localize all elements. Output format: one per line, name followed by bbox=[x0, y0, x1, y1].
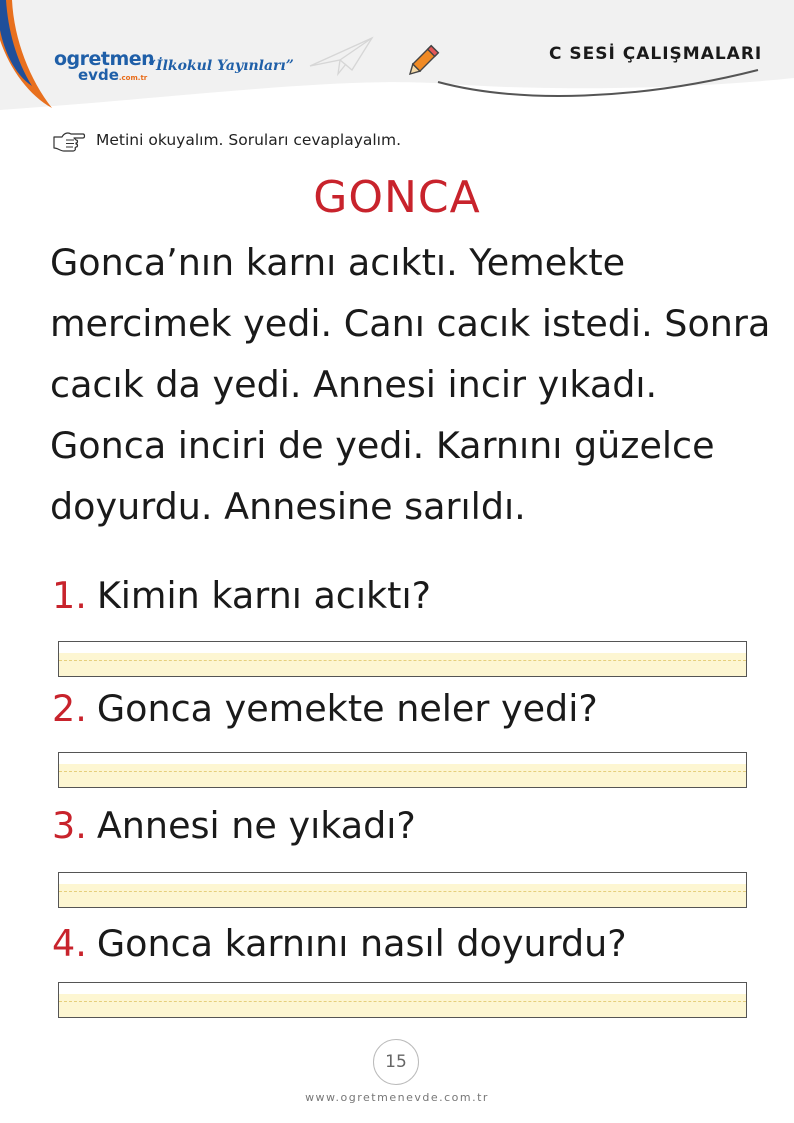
story-text bbox=[50, 232, 771, 537]
story-line: doyurdu. Annesine sarıldı. bbox=[50, 485, 526, 528]
logo-domain: .com.tr bbox=[118, 74, 148, 82]
story-line: mercimek yedi. Canı cacık istedi. Sonra bbox=[50, 302, 771, 345]
question-text: Gonca yemekte neler yedi? bbox=[96, 687, 598, 730]
answer-field-2[interactable] bbox=[58, 752, 747, 788]
logo-main-text: ogretmen bbox=[54, 48, 155, 70]
answer-field-4[interactable] bbox=[58, 982, 747, 1018]
answer-guide-line bbox=[59, 1001, 746, 1002]
question-number: 1. bbox=[52, 574, 87, 617]
question-number: 3. bbox=[52, 804, 87, 847]
page-number: 15 bbox=[373, 1039, 419, 1085]
section-title: C SESİ ÇALIŞMALARI bbox=[549, 44, 763, 64]
instruction-text: Metini okuyalım. Soruları cevaplayalım. bbox=[96, 131, 402, 149]
answer-field-3[interactable] bbox=[58, 872, 747, 908]
question-number: 4. bbox=[52, 922, 87, 965]
instruction bbox=[52, 127, 401, 153]
logo-sub-text bbox=[78, 66, 147, 84]
question-text: Kimin karnı acıktı? bbox=[96, 574, 431, 617]
answer-guide-line bbox=[59, 660, 746, 661]
logo-sub-word: evde bbox=[78, 66, 119, 84]
website-url: www.ogretmenevde.com.tr bbox=[305, 1091, 489, 1104]
answer-fill bbox=[59, 653, 746, 676]
question-4 bbox=[52, 922, 627, 972]
page-header bbox=[0, 0, 794, 120]
answer-guide-line bbox=[59, 771, 746, 772]
pointing-hand-icon bbox=[52, 127, 86, 153]
question-text: Annesi ne yıkadı? bbox=[96, 804, 416, 847]
question-text: Gonca karnını nasıl doyurdu? bbox=[96, 922, 627, 965]
answer-field-1[interactable] bbox=[58, 641, 747, 677]
question-3 bbox=[52, 804, 416, 854]
answer-fill bbox=[59, 764, 746, 787]
story-line: Gonca’nın karnı acıktı. Yemekte bbox=[50, 241, 626, 284]
story-title: GONCA bbox=[313, 172, 481, 223]
question-1 bbox=[52, 574, 431, 624]
answer-fill bbox=[59, 884, 746, 907]
pencil-icon bbox=[402, 42, 442, 82]
answer-guide-line bbox=[59, 891, 746, 892]
question-2 bbox=[52, 687, 598, 737]
answer-fill bbox=[59, 994, 746, 1017]
paper-plane-icon bbox=[302, 30, 382, 80]
question-number: 2. bbox=[52, 687, 87, 730]
story-line: cacık da yedi. Annesi incir yıkadı. bbox=[50, 363, 658, 406]
story-line: Gonca inciri de yedi. Karnını güzelce bbox=[50, 424, 715, 467]
publisher-name: “İlkokul Yayınları” bbox=[148, 58, 294, 74]
